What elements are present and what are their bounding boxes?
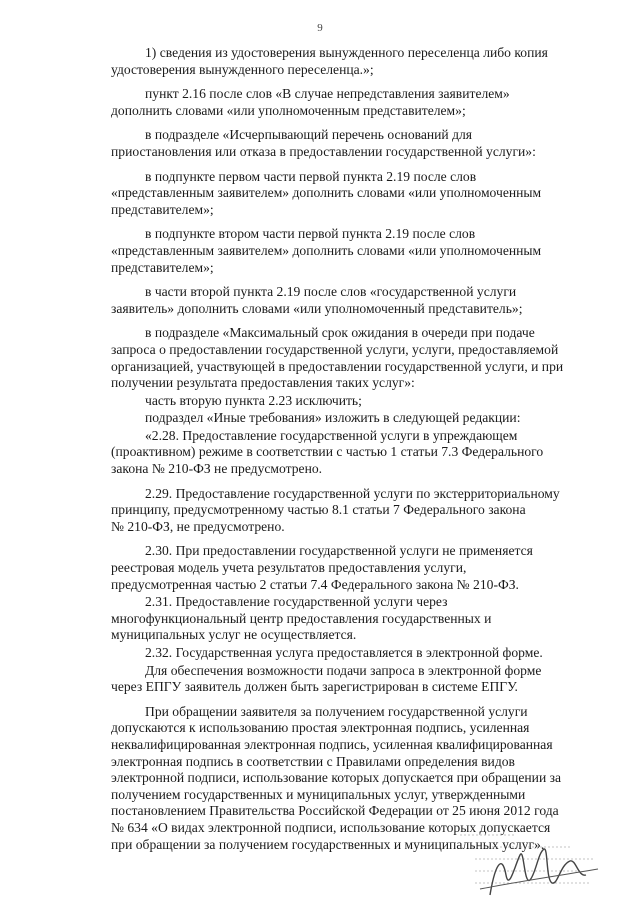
paragraph-4: в подпункте первом части первой пункта 2.19 после слов «представленным заявителем» дополнить словами «или уполномоченным представителем»; [111, 168, 542, 217]
paragraph-11: 2.29. Предоставление государственной услуги по экстерриториальному принципу, предусмотренному частью 8.1 статьи 7 Федерального закона № 210-ФЗ, не предусмотрено. [111, 485, 560, 534]
document-body [111, 45, 585, 853]
paragraph-6: в части второй пункта 2.19 после слов «государственной услуги заявитель» дополнить словами «или уполномоченный представитель»; [111, 284, 523, 316]
paragraph-10: «2.28. Предоставление государственной услуги в упреждающем (проактивном) режиме в соответствии с частью 1 статьи 7.3 Федерального закона № 210-ФЗ не предусмотрено. [111, 427, 544, 477]
paragraph-3: в подразделе «Исчерпывающий перечень оснований для приостановления или отказа в предоставлении государственной услуги»: [111, 127, 536, 159]
paragraph-16: При обращении заявителя за получением государственной услуги допускаются к использованию простая электронная подпись, усиленная неквалифицированная электронная подпись, усиленная квалифицированная электронная подпись в соответствии с Правилами определения видов электронной подписи, использование которых допускается при обращении за получением государственных и муниципальных услуг, утвержденными постановлением Правительства Российской Федерации от 25 июня 2012 года № 634 «О видах электронной подписи, использование которых допускается при обращении за получением государственных и муниципальных услуг». [111, 703, 562, 852]
signature-stamp [420, 825, 630, 901]
paragraph-5: в подпункте втором части первой пункта 2.19 после слов «представленным заявителем» дополнить словами «или уполномоченным представителем»; [111, 226, 542, 275]
paragraph-9: подраздел «Иные требования» изложить в следующей редакции: [145, 410, 521, 426]
paragraph-15: Для обеспечения возможности подачи запроса в электронной форме через ЕПГУ заявитель должен быть зарегистрирован в системе ЕПГУ. [111, 662, 542, 695]
paragraph-1: 1) сведения из удостоверения вынужденного переселенца либо копия удостоверения вынужденного переселенца.»; [111, 45, 548, 77]
page-number: 9 [317, 22, 323, 34]
paragraph-8: часть вторую пункта 2.23 исключить; [145, 392, 362, 408]
paragraph-2: пункт 2.16 после слов «В случае непредставления заявителем» дополнить словами «или уполномоченным представителем»; [111, 86, 510, 118]
paragraph-14: 2.32. Государственная услуга предоставляется в электронной форме. [145, 645, 543, 660]
paragraph-12: 2.30. При предоставлении государственной услуги не применяется реестровая модель учета результатов предоставления услуги, предусмотренная частью 2 статьи 7.4 Федерального закона № 210-ФЗ. [111, 543, 533, 592]
paragraph-7: в подразделе «Максимальный срок ожидания в очереди при подаче запроса о предоставлении государственной услуги, услуги, предоставляемой организацией, участвующей в предоставлении государственной услуги, и при получении результата предоставления таких услуг»: [111, 325, 564, 391]
paragraph-13: 2.31. Предоставление государственной услуги через многофункциональный центр предоставления государственных и муниципальных услуг не осуществляется. [111, 594, 492, 643]
